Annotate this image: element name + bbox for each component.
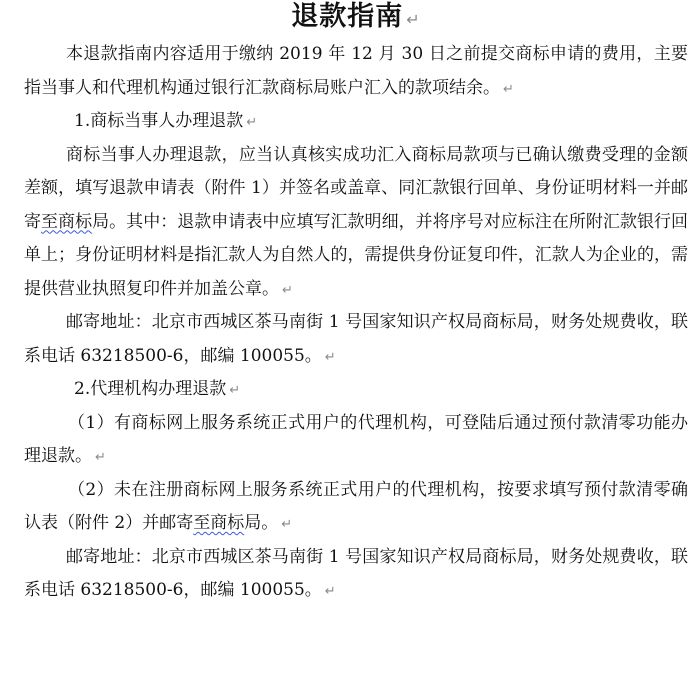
paragraph-mark-icon: ↵ [95, 450, 106, 465]
paragraph-mark-icon: ↵ [281, 517, 293, 532]
document-title [24, 0, 688, 34]
section2-item1-text: （1）有商标网上服务系统正式用户的代理机构，可登陆后通过预付款清零功能办理退款。 [24, 412, 688, 466]
intro-text: 本退款指南内容适用于缴纳 2019 年 12 月 30 日之前提交商标申请的费用，主要指当事人和代理机构通过银行汇款商标局账户汇入的款项结余。 [24, 44, 688, 98]
section2-item2-text-2: 局。 [244, 513, 279, 533]
spellcheck-underlined-text: 至商标 [193, 513, 245, 533]
paragraph-mark-icon: ↵ [406, 10, 421, 29]
section1-body-text-2: 局。其中：退款申请表中应填写汇款明细，并将序号对应标注在所附汇款银行回单上；身份证明材料是指汇款人为自然人的，需提供身份证复印件，汇款人为企业的，需提供营业执照复印件并加盖公章。 [24, 211, 689, 299]
section2-item2-paragraph [24, 474, 688, 541]
paragraph-mark-icon: ↵ [246, 115, 258, 130]
section1-address-paragraph [24, 306, 688, 373]
section2-item1-paragraph [24, 407, 688, 474]
paragraph-mark-icon: ↵ [324, 584, 336, 599]
section1-body-text-1: 商标当事人办理退款，应当认真核实成功汇入商标局款项与已确认缴费受理的金额差额，填写退款申请表（附件 1）并签名或盖章、同汇款银行回单、身份证明材料一并邮寄 [24, 144, 688, 232]
section2-heading-text: 2.代理机构办理退款 [74, 379, 227, 399]
spellcheck-underlined-text: 至商标 [41, 211, 93, 232]
paragraph-mark-icon: ↵ [229, 383, 241, 398]
section2-address-paragraph [24, 541, 688, 608]
paragraph-mark-icon: ↵ [503, 81, 514, 97]
section1-body-paragraph [24, 139, 688, 307]
section1-address-text: 邮寄地址：北京市西城区茶马南街 1 号国家知识产权局商标局，财务处规费收，联系电话 63218500-6，邮编 100055。 [24, 312, 688, 366]
intro-paragraph [24, 38, 688, 105]
section1-heading [24, 105, 688, 139]
paragraph-mark-icon: ↵ [282, 282, 293, 298]
section2-item2-text-1: （2）未在注册商标网上服务系统正式用户的代理机构，按要求填写预付款清零确认表（附件 2）并邮寄 [24, 479, 688, 533]
section2-address-text: 邮寄地址：北京市西城区茶马南街 1 号国家知识产权局商标局，财务处规费收，联系电话 63218500-6，邮编 100055。 [24, 546, 688, 600]
paragraph-mark-icon: ↵ [324, 349, 336, 365]
section2-heading [24, 373, 688, 407]
document-title-text: 退款指南 [291, 1, 404, 32]
section1-heading-text: 1.商标当事人办理退款 [74, 111, 244, 131]
